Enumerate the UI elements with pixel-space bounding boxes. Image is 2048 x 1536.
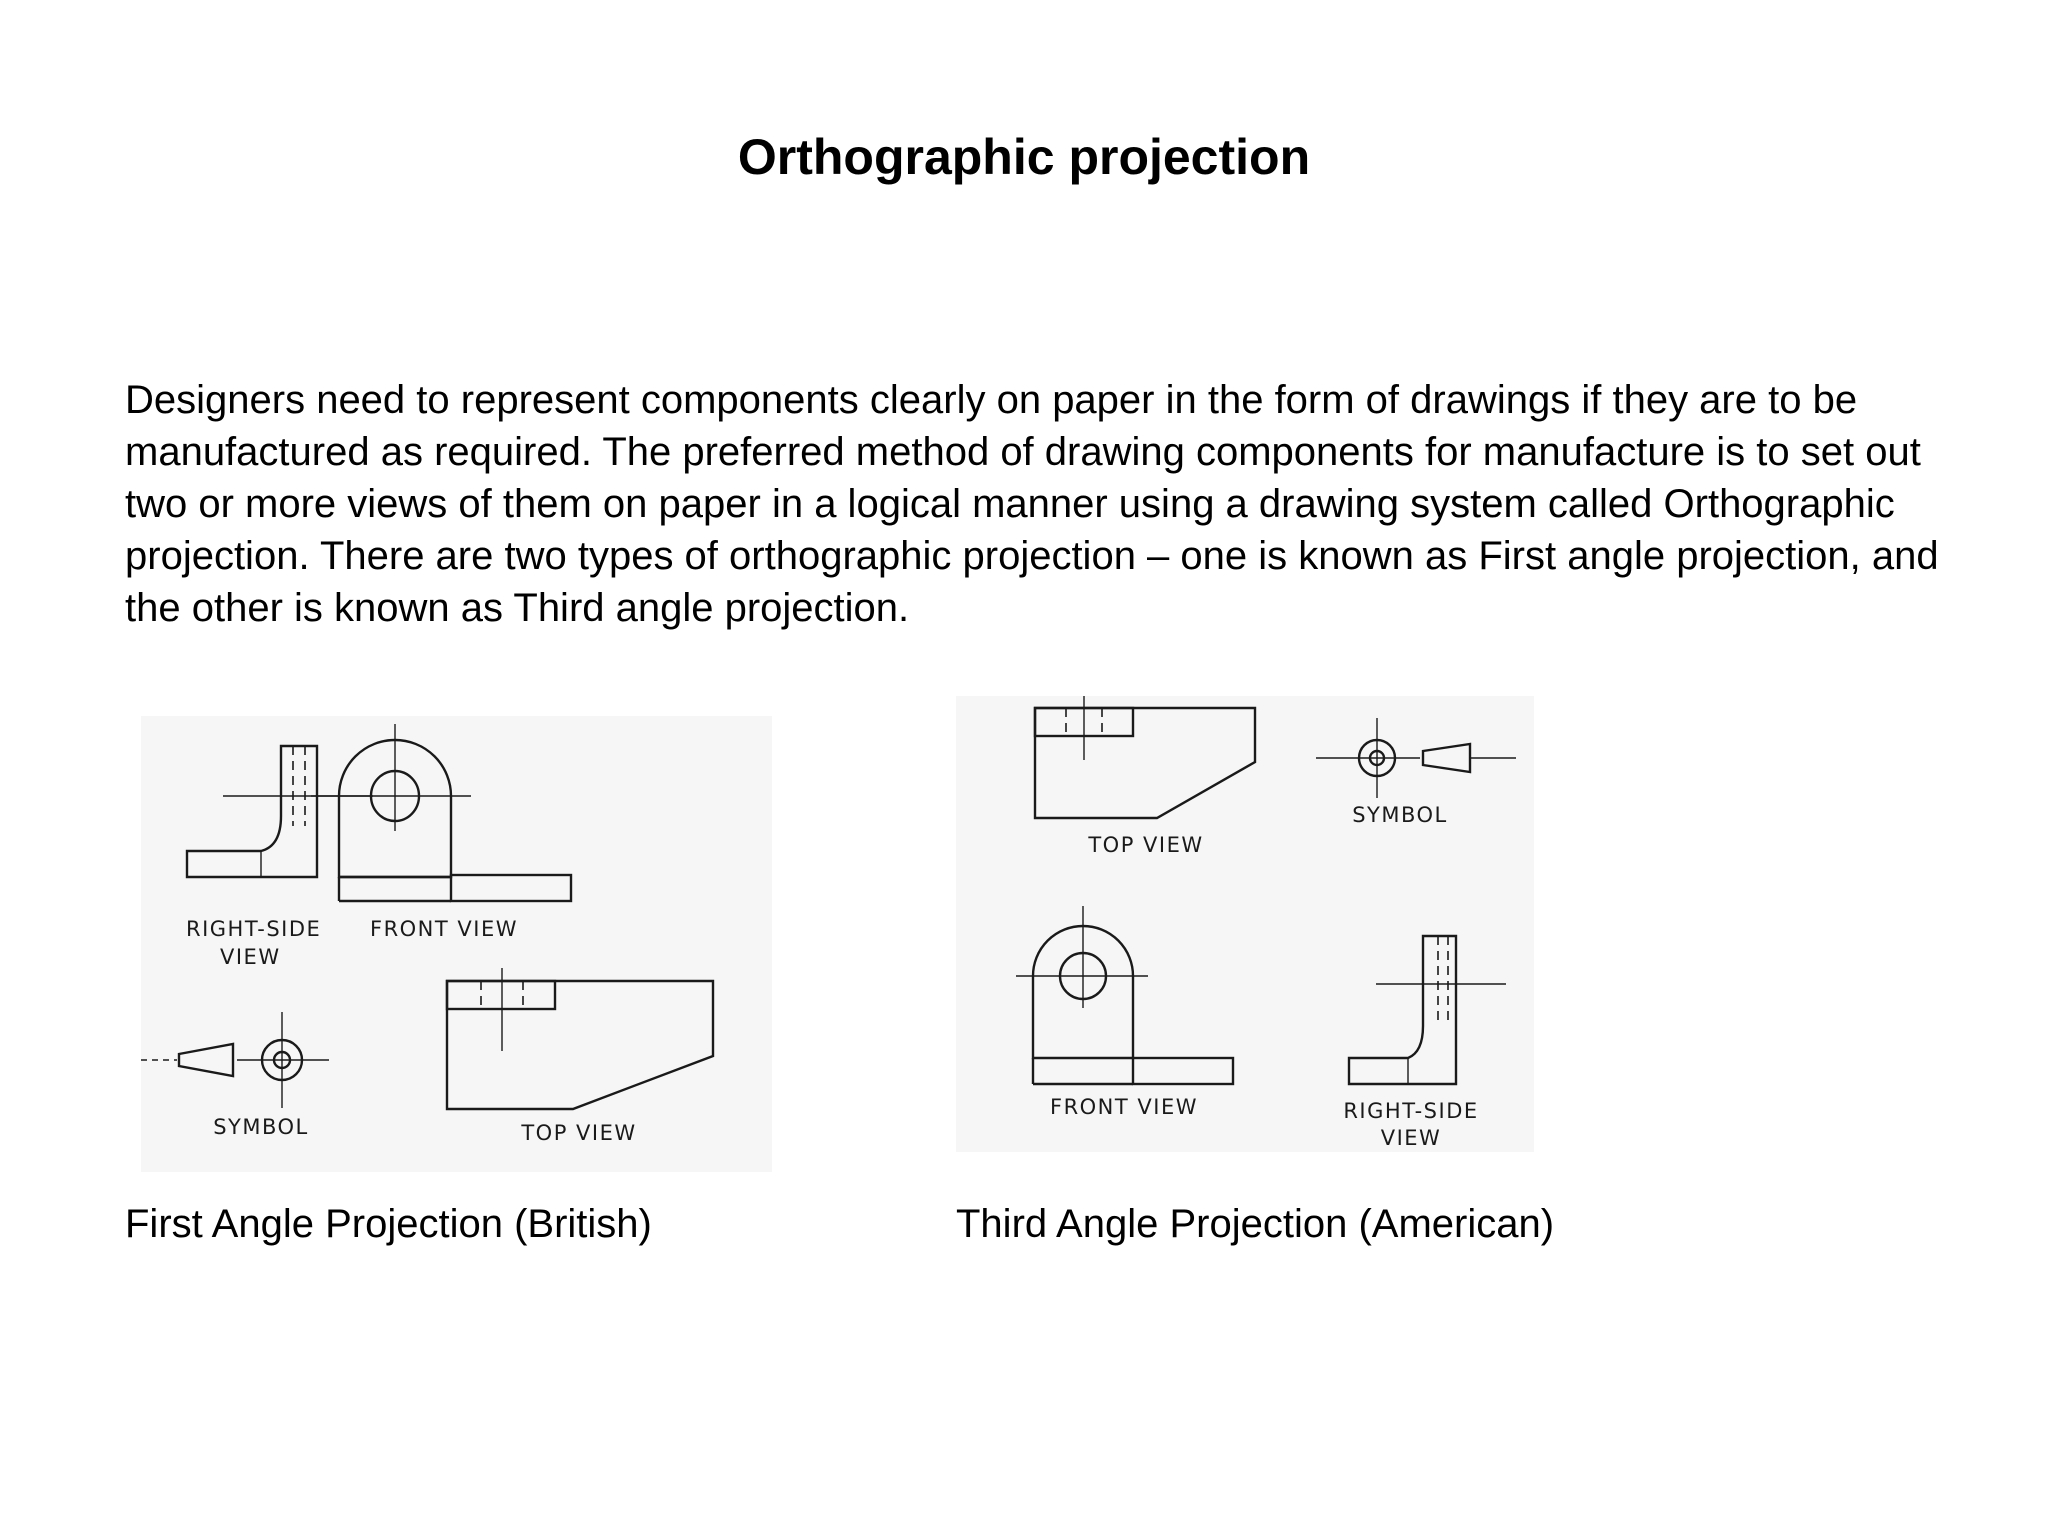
fig1-label-right-side: RIGHT-SIDE [186,917,322,941]
intro-paragraph: Designers need to represent components clearly on paper in the form of drawings if they are to be manufactured as required. The preferred method of drawing components for manufacture is to set out two or more views of them on paper in a logical manner using a drawing system called Orthographic projection. There are two types of orthographic projection – one is known as First angle projection, and the other is known as Third angle projection. [125,378,1939,630]
page-title: Orthographic projection [737,129,1311,185]
top-view-drawing [1035,696,1255,818]
fig1-label-top-view: TOP VIEW [521,1121,637,1145]
fig1-label-symbol: SYMBOL [213,1115,309,1139]
fig2-label-symbol: SYMBOL [1352,803,1448,827]
top-view-drawing [447,968,713,1109]
fig1-label-front-view: FRONT VIEW [369,917,519,941]
third-angle-projection-diagram [956,696,1534,1152]
first-angle-caption: First Angle Projection (British) [125,1202,652,1246]
right-side-view-drawing [187,746,373,877]
fig2-label-front-view: FRONT VIEW [1049,1095,1199,1119]
front-view-drawing [311,724,571,901]
fig2-label-right-side: RIGHT-SIDE [1343,1099,1479,1123]
third-angle-symbol-drawing [1316,718,1516,798]
front-view-drawing [1016,906,1233,1084]
fig1-label-right-side-view: VIEW [220,945,281,969]
first-angle-symbol-drawing [141,1012,329,1108]
third-angle-caption: Third Angle Projection (American) [956,1202,1555,1246]
third-angle-drawing [956,696,1534,1152]
fig2-label-top-view: TOP VIEW [1088,833,1204,857]
fig2-label-right-side-view: VIEW [1380,1126,1442,1150]
first-angle-projection-diagram [141,716,772,1172]
first-angle-drawing [141,716,772,1172]
right-side-view-drawing [1349,936,1506,1084]
